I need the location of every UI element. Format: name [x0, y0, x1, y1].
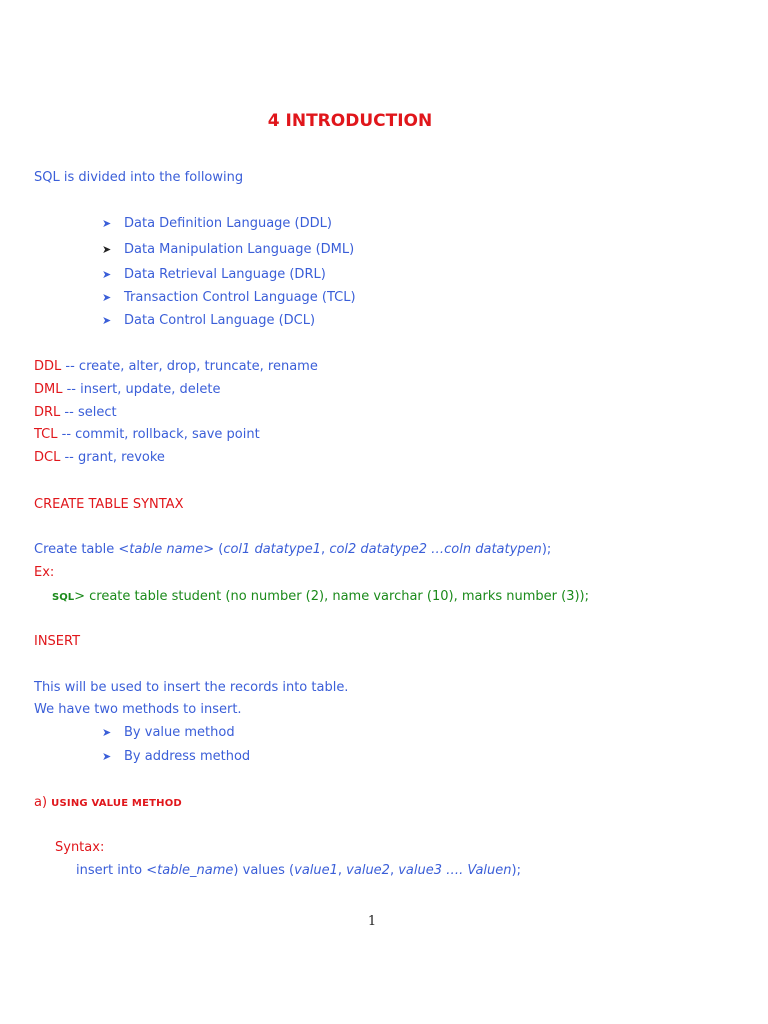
list-item: ➤ Data Control Language (DCL) — [102, 313, 316, 328]
arrow-bullet-icon: ➤ — [102, 750, 112, 763]
insert-syntax: insert into <table_name) values (value1, value2, value3 …. Valuen); — [76, 863, 521, 878]
category-line: DRL -- select — [34, 405, 117, 420]
list-item: ➤ Transaction Control Language (TCL) — [102, 290, 356, 305]
value-method-subheading: a) USING VALUE METHOD — [34, 795, 182, 810]
create-table-syntax: Create table <table name> (col1 datatype1, col2 datatype2 …coln datatypen); — [34, 542, 552, 557]
arrow-bullet-icon: ➤ — [102, 291, 112, 304]
list-item: ➤ Data Manipulation Language (DML) — [102, 242, 355, 257]
arrow-bullet-icon: ➤ — [102, 217, 112, 230]
arrow-bullet-icon: ➤ — [102, 726, 112, 739]
list-item: ➤ By address method — [102, 749, 251, 764]
page-number: 1 — [367, 914, 377, 929]
syntax-label: Syntax: — [55, 840, 105, 855]
create-table-heading: CREATE TABLE SYNTAX — [34, 497, 184, 512]
category-line: DDL -- create, alter, drop, truncate, rename — [34, 359, 318, 374]
category-line: DML -- insert, update, delete — [34, 382, 221, 397]
category-line: TCL -- commit, rollback, save point — [34, 427, 260, 442]
insert-heading: INSERT — [34, 634, 81, 649]
list-item: ➤ Data Retrieval Language (DRL) — [102, 267, 326, 282]
insert-description: This will be used to insert the records into table. — [34, 680, 349, 695]
category-line: DCL -- grant, revoke — [34, 450, 165, 465]
arrow-bullet-icon: ➤ — [102, 243, 112, 256]
list-item: ➤ By value method — [102, 725, 235, 740]
page-title: 4 INTRODUCTION — [267, 111, 433, 131]
list-item: ➤ Data Definition Language (DDL) — [102, 216, 332, 231]
arrow-bullet-icon: ➤ — [102, 314, 112, 327]
intro-text: SQL is divided into the following — [34, 170, 244, 185]
insert-methods-intro: We have two methods to insert. — [34, 702, 242, 717]
arrow-bullet-icon: ➤ — [102, 268, 112, 281]
example-label: Ex: — [34, 565, 55, 580]
create-table-example: SQL> create table student (no number (2), name varchar (10), marks number (3)); — [52, 589, 589, 604]
